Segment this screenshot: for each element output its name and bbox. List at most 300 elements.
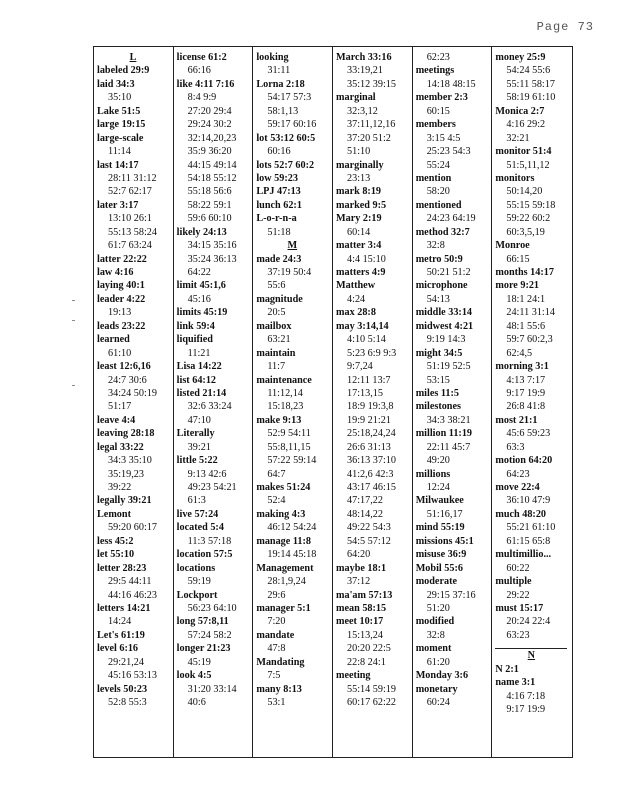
section-letter: M: [287, 240, 298, 252]
index-entry: list 64:12: [176, 374, 217, 386]
page-refs: 29:6: [267, 589, 286, 601]
page-refs: 37:20 51:2: [347, 132, 391, 144]
page-refs: 18:9 19:3,8: [347, 401, 394, 413]
index-entry: laying 40:1: [97, 280, 145, 292]
page-refs: 35:9 36:20: [187, 146, 232, 158]
page-refs: 32:8: [426, 240, 445, 252]
page-refs: 50:21 51:2: [426, 267, 471, 278]
page-number: Page 73: [536, 20, 594, 34]
page-refs: 49:20: [426, 455, 450, 467]
index-entry: Mary 2:19: [336, 213, 382, 225]
page-refs: 55:21 61:10: [506, 522, 556, 534]
index-entry: large-scale: [97, 132, 144, 144]
page-refs: 5:23 6:9 9:3: [347, 347, 397, 359]
index-entry: Lockport: [176, 589, 218, 601]
index-entry: law 4:16: [97, 267, 134, 278]
index-entry: leads 23:22: [97, 320, 146, 332]
index-entry: months 14:17: [495, 267, 554, 278]
page-refs: 52:8 55:3: [108, 697, 147, 708]
page-refs: 13:10 26:1: [108, 213, 152, 225]
index-entry: least 12:6,16: [97, 361, 151, 373]
page-refs: 3:15 4:5: [426, 132, 461, 144]
index-entry: locations: [176, 562, 216, 574]
page-refs: 45:19: [187, 656, 211, 668]
index-entry: monitor 51:4: [495, 146, 552, 158]
index-entry: Let's 61:19: [97, 629, 145, 641]
page-refs: 15:18,23: [267, 401, 304, 413]
page-refs: 61:10: [108, 347, 132, 359]
index-entry: Lake 51:5: [97, 105, 141, 117]
index-entry: matters 4:9: [336, 267, 386, 278]
index-entry: meetings: [415, 65, 455, 77]
index-entry: mailbox: [256, 320, 292, 332]
index-columns: [94, 47, 572, 757]
index-entry: letters 14:21: [97, 602, 151, 614]
index-entry: members: [415, 119, 456, 131]
page-refs: 60:24: [426, 697, 450, 708]
index-entry: maintenance: [256, 374, 312, 386]
page-refs: 60:16: [267, 146, 291, 158]
index-entry: lot 53:12 60:5: [256, 132, 316, 144]
page-refs: 19:14 45:18: [267, 549, 317, 561]
page-refs: 9:19 14:3: [426, 334, 466, 346]
page-refs: 56:23 64:10: [187, 602, 237, 614]
page-refs: 12:24: [426, 482, 450, 493]
page-refs: 55:15 59:18: [506, 199, 556, 211]
page-refs: 58:22 59:1: [187, 199, 232, 211]
index-entry: marked 9:5: [336, 199, 387, 211]
index-entry: Monroe: [495, 240, 530, 252]
index-entry: metro 50:9: [415, 253, 463, 265]
index-entry: morning 3:1: [495, 361, 549, 373]
index-entry: like 4:11 7:16: [176, 78, 235, 90]
page-refs: 44:16 46:23: [108, 589, 157, 601]
index-entry: leader 4:22: [97, 293, 146, 305]
index-entry: max 28:8: [336, 307, 376, 319]
page-refs: 4:16 29:2: [506, 119, 546, 131]
index-entry: Mandating: [256, 656, 305, 668]
page-refs: 4:24: [347, 293, 366, 305]
index-entry: mind 55:19: [415, 522, 465, 534]
page-refs: 11:21: [187, 347, 211, 359]
page-refs: 64:20: [347, 549, 371, 561]
index-entry: lunch 62:1: [256, 199, 302, 211]
index-entry: N 2:1: [495, 663, 519, 675]
page-refs: 20:5: [267, 307, 286, 319]
page-refs: 54:24 55:6: [506, 65, 551, 77]
page-refs: 26:8 41:8: [506, 401, 546, 413]
index-entry: L-o-r-n-a: [256, 213, 297, 225]
index-entry: mention: [415, 172, 452, 184]
page-refs: 32:3,12: [347, 105, 378, 117]
page-refs: 29:22: [506, 589, 530, 601]
page-refs: 32:21: [506, 132, 530, 144]
index-entry: Mobil 55:6: [415, 562, 463, 574]
page-refs: 28:1,9,24: [267, 576, 306, 588]
page-refs: 19:9 21:21: [347, 414, 391, 426]
index-entry: letter 28:23: [97, 562, 147, 574]
index-entry: Lisa 14:22: [176, 361, 222, 373]
index-entry: listed 21:14: [176, 387, 227, 399]
page-refs: 32:8: [426, 629, 445, 641]
index-entry: manager 5:1: [256, 602, 311, 614]
index-column-6: [492, 47, 572, 757]
page-refs: 29:24 30:2: [187, 119, 232, 131]
page-refs: 26:6 31:13: [347, 441, 391, 453]
index-entry: making 4:3: [256, 508, 306, 520]
index-entry: last 14:17: [97, 159, 139, 171]
section-letter: N: [527, 650, 536, 662]
index-entry: live 57:24: [176, 508, 219, 520]
page-refs: 44:15 49:14: [187, 159, 237, 171]
index-entry: low 59:23: [256, 172, 298, 184]
index-entry: learned: [97, 334, 130, 346]
index-entry: name 3:1: [495, 677, 536, 689]
page-refs: 22:8 24:1: [347, 656, 386, 668]
index-entry: let 55:10: [97, 549, 135, 561]
page-refs: 52:4: [267, 495, 286, 507]
index-column-1: [94, 47, 174, 757]
index-entry: latter 22:22: [97, 253, 147, 265]
page-refs: 11:12,14: [267, 387, 303, 399]
page-refs: 19:13: [108, 307, 132, 319]
page-refs: 39:21: [187, 441, 211, 453]
page-refs: 66:16: [187, 65, 211, 77]
index-entry: laid 34:3: [97, 78, 135, 90]
page-refs: 64:22: [187, 267, 211, 278]
page-refs: 34:24 50:19: [108, 387, 157, 399]
index-entry: levels 50:23: [97, 683, 148, 695]
margin-mark: [72, 320, 75, 321]
index-entry: manage 11:8: [256, 535, 311, 547]
page-refs: 20:20 22:5: [347, 643, 391, 655]
index-entry: multiple: [495, 576, 532, 588]
page-refs: 11:3 57:18: [187, 535, 232, 547]
page-refs: 29:5 44:11: [108, 576, 152, 588]
page-refs: 63:21: [267, 334, 291, 346]
page-refs: 62:23: [426, 52, 450, 63]
page-refs: 14:24: [108, 616, 132, 628]
index-entry: Milwaukee: [415, 495, 464, 507]
page-refs: 64:23: [506, 468, 530, 480]
page-refs: 7:5: [267, 670, 281, 682]
page-refs: 25:23 54:3: [426, 146, 471, 158]
index-entry: millions: [415, 468, 451, 480]
index-entry: miles 11:5: [415, 387, 459, 399]
page-refs: 60:22: [506, 562, 530, 574]
page-refs: 51:20: [426, 602, 450, 614]
page-refs: 59:19: [187, 576, 211, 588]
page-refs: 37:19 50:4: [267, 267, 312, 278]
index-entry: move 22:4: [495, 482, 540, 493]
index-entry: level 6:16: [97, 643, 139, 655]
page-refs: 27:20 29:4: [187, 105, 232, 117]
index-entry: multimillio...: [495, 549, 552, 561]
page-refs: 29:21,24: [108, 656, 144, 668]
page-refs: 41:2,6 42:3: [347, 468, 394, 480]
index-column-3: [253, 47, 333, 757]
page-refs: 62:4,5: [506, 347, 533, 359]
page-refs: 34:3 35:10: [108, 455, 152, 467]
index-entry: might 34:5: [415, 347, 463, 359]
page-refs: 49:23 54:21: [187, 482, 237, 493]
index-entry: leave 4:4: [97, 414, 136, 426]
page-refs: 51:17: [108, 401, 132, 413]
page-refs: 59:6 60:10: [187, 213, 232, 225]
section-divider: [495, 642, 567, 649]
index-entry: must 15:17: [495, 602, 544, 614]
page-refs: 35:24 36:13: [187, 253, 237, 265]
page-refs: 59:20 60:17: [108, 522, 157, 534]
page-refs: 58:1,13: [267, 105, 299, 117]
page-refs: 51:10: [347, 146, 371, 158]
page-refs: 53:15: [426, 374, 450, 386]
index-entry: Lorna 2:18: [256, 78, 305, 90]
margin-mark: [72, 385, 75, 386]
page-refs: 60:14: [347, 226, 371, 238]
page-refs: 29:15 37:16: [426, 589, 476, 601]
page-refs: 59:17 60:16: [267, 119, 317, 131]
page-refs: 51:18: [267, 226, 291, 238]
index-entry: Matthew: [336, 280, 376, 292]
page-refs: 48:14,22: [347, 508, 383, 520]
page-refs: 46:12 54:24: [267, 522, 317, 534]
page-refs: 54:18 55:12: [187, 172, 237, 184]
index-entry: many 8:13: [256, 683, 302, 695]
index-entry: misuse 36:9: [415, 549, 467, 561]
page-refs: 52:7 62:17: [108, 186, 152, 198]
page-refs: 61:20: [426, 656, 450, 668]
page-refs: 45:16: [187, 293, 211, 305]
index-entry: Monica 2:7: [495, 105, 545, 117]
page-refs: 8:4 9:9: [187, 92, 217, 104]
index-entry: million 11:19: [415, 428, 473, 440]
page-refs: 28:11 31:12: [108, 172, 157, 184]
page-refs: 22:11 45:7: [426, 441, 471, 453]
index-column-4: [333, 47, 413, 757]
page-refs: 60:15: [426, 105, 450, 117]
page-refs: 47:17,22: [347, 495, 383, 507]
index-entry: microphone: [415, 280, 468, 292]
index-entry: may 3:14,14: [336, 320, 389, 332]
page-refs: 49:22 54:3: [347, 522, 391, 534]
index-entry: legal 33:22: [97, 441, 144, 453]
page-refs: 39:22: [108, 482, 132, 493]
index-entry: made 24:3: [256, 253, 302, 265]
index-entry: magnitude: [256, 293, 303, 305]
page-refs: 4:13 7:17: [506, 374, 546, 386]
index-entry: look 4:5: [176, 670, 212, 682]
index-entry: link 59:4: [176, 320, 215, 332]
page-refs: 50:14,20: [506, 186, 543, 198]
page-refs: 23:13: [347, 172, 371, 184]
page-refs: 35:19,23: [108, 468, 144, 480]
index-entry: middle 33:14: [415, 307, 473, 319]
page-refs: 35:12 39:15: [347, 78, 396, 90]
page-refs: 58:20: [426, 186, 450, 198]
index-entry: located 5:4: [176, 522, 224, 534]
index-entry: maybe 18:1: [336, 562, 387, 574]
index-entry: likely 24:13: [176, 226, 227, 238]
index-entry: lots 52:7 60:2: [256, 159, 315, 171]
word-index-table: [93, 46, 573, 758]
index-entry: LPJ 47:13: [256, 186, 301, 198]
page-refs: 55:18 56:6: [187, 186, 232, 198]
index-column-2: [174, 47, 254, 757]
index-entry: labeled 29:9: [97, 65, 150, 77]
index-entry: maintain: [256, 347, 296, 359]
index-entry: meet 10:17: [336, 616, 384, 628]
index-entry: long 57:8,11: [176, 616, 229, 628]
page-refs: 61:7 63:24: [108, 240, 152, 252]
index-entry: marginally: [336, 159, 384, 171]
page-refs: 66:15: [506, 253, 530, 265]
index-entry: liquified: [176, 334, 213, 346]
page-refs: 18:1 24:1: [506, 293, 546, 305]
page-refs: 36:13 37:10: [347, 455, 396, 467]
index-entry: license 61:2: [176, 52, 227, 63]
index-entry: Management: [256, 562, 314, 574]
page-refs: 15:13,24: [347, 629, 383, 641]
page-refs: 11:7: [267, 361, 286, 373]
page-refs: 53:1: [267, 697, 286, 708]
index-entry: March 33:16: [336, 52, 392, 63]
index-entry: money 25:9: [495, 52, 546, 63]
page-refs: 9:13 42:6: [187, 468, 227, 480]
page-refs: 45:16 53:13: [108, 670, 157, 682]
index-entry: mark 8:19: [336, 186, 382, 198]
index-entry: Lemont: [97, 508, 131, 520]
page-refs: 24:11 31:14: [506, 307, 555, 319]
page-refs: 55:8,11,15: [267, 441, 311, 453]
page-refs: 9:17 19:9: [506, 704, 546, 715]
page-refs: 37:11,12,16: [347, 119, 396, 131]
page-refs: 40:6: [187, 697, 206, 708]
page-refs: 24:7 30:6: [108, 374, 147, 386]
index-entry: makes 51:24: [256, 482, 311, 493]
page-refs: 64:7: [267, 468, 286, 480]
page-refs: 58:19 61:10: [506, 92, 556, 104]
index-entry: leaving 28:18: [97, 428, 155, 440]
section-letter: L: [129, 52, 137, 63]
index-entry: meeting: [336, 670, 371, 682]
page-refs: 9:17 19:9: [506, 387, 546, 399]
index-entry: monitors: [495, 172, 535, 184]
page-refs: 31:20 33:14: [187, 683, 237, 695]
page-refs: 63:3: [506, 441, 525, 453]
index-entry: missions 45:1: [415, 535, 474, 547]
index-entry: limit 45:1,6: [176, 280, 226, 292]
index-entry: Literally: [176, 428, 215, 440]
page-refs: 51:16,17: [426, 508, 463, 520]
index-entry: member 2:3: [415, 92, 468, 104]
page-refs: 54:5 57:12: [347, 535, 391, 547]
page-refs: 51:5,11,12: [506, 159, 550, 171]
index-entry: large 19:15: [97, 119, 146, 131]
index-entry: more 9:21: [495, 280, 540, 292]
page-refs: 52:9 54:11: [267, 428, 311, 440]
page-refs: 57:24 58:2: [187, 629, 232, 641]
page-refs: 4:16 7:18: [506, 690, 546, 702]
page-refs: 60:3,5,19: [506, 226, 545, 238]
page-refs: 12:11 13:7: [347, 374, 391, 386]
page-refs: 36:10 47:9: [506, 495, 551, 507]
index-entry: make 9:13: [256, 414, 302, 426]
index-entry: less 45:2: [97, 535, 134, 547]
page-refs: 51:19 52:5: [426, 361, 471, 373]
index-column-5: [413, 47, 493, 757]
page-refs: 24:23 64:19: [426, 213, 476, 225]
page-refs: 48:1 55:6: [506, 320, 546, 332]
page-refs: 25:18,24,24: [347, 428, 396, 440]
page-refs: 54:13: [426, 293, 450, 305]
page-refs: 55:24: [426, 159, 450, 171]
page-refs: 35:10: [108, 92, 132, 104]
page-refs: 55:14 59:19: [347, 683, 396, 695]
page-refs: 32:6 33:24: [187, 401, 232, 413]
index-entry: milestones: [415, 401, 461, 413]
index-entry: location 57:5: [176, 549, 233, 561]
index-entry: moment: [415, 643, 452, 655]
page-refs: 7:20: [267, 616, 286, 628]
page-refs: 37:12: [347, 576, 371, 588]
index-entry: much 48:20: [495, 508, 547, 520]
page-refs: 63:23: [506, 629, 530, 641]
index-entry: monetary: [415, 683, 458, 695]
page-refs: 47:10: [187, 414, 211, 426]
page-refs: 57:22 59:14: [267, 455, 317, 467]
page-refs: 11:14: [108, 146, 131, 158]
page-refs: 9:7,24: [347, 361, 373, 373]
index-entry: modified: [415, 616, 455, 628]
page-refs: 55:13 58:24: [108, 226, 157, 238]
page-refs: 60:17 62:22: [347, 697, 396, 708]
page-refs: 61:15 65:8: [506, 535, 551, 547]
page-refs: 33:19,21: [347, 65, 383, 77]
page-refs: 20:24 22:4: [506, 616, 551, 628]
page-refs: 14:18 48:15: [426, 78, 476, 90]
page-refs: 55:11 58:17: [506, 78, 555, 90]
page-refs: 4:10 5:14: [347, 334, 386, 346]
index-entry: legally 39:21: [97, 495, 152, 507]
index-entry: later 3:17: [97, 199, 139, 211]
page-refs: 59:22 60:2: [506, 213, 551, 225]
index-entry: Monday 3:6: [415, 670, 469, 682]
index-entry: mandate: [256, 629, 295, 641]
page-refs: 47:8: [267, 643, 286, 655]
page-refs: 43:17 46:15: [347, 482, 396, 493]
margin-mark: [72, 300, 75, 301]
index-entry: method 32:7: [415, 226, 470, 238]
index-entry: midwest 4:21: [415, 320, 474, 332]
page-refs: 34:15 35:16: [187, 240, 237, 252]
index-entry: marginal: [336, 92, 376, 104]
page-refs: 4:4 15:10: [347, 253, 386, 265]
index-entry: longer 21:23: [176, 643, 231, 655]
page-refs: 55:6: [267, 280, 286, 292]
index-entry: limits 45:19: [176, 307, 228, 319]
page-refs: 31:11: [267, 65, 291, 77]
page-refs: 34:3 38:21: [426, 414, 471, 426]
index-entry: matter 3:4: [336, 240, 382, 252]
index-entry: mean 58:15: [336, 602, 387, 614]
index-entry: moderate: [415, 576, 457, 588]
page-refs: 17:13,15: [347, 387, 383, 399]
page-refs: 59:7 60:2,3: [506, 334, 553, 346]
index-entry: ma'am 57:13: [336, 589, 393, 601]
page-refs: 32:14,20,23: [187, 132, 237, 144]
index-entry: mentioned: [415, 199, 462, 211]
